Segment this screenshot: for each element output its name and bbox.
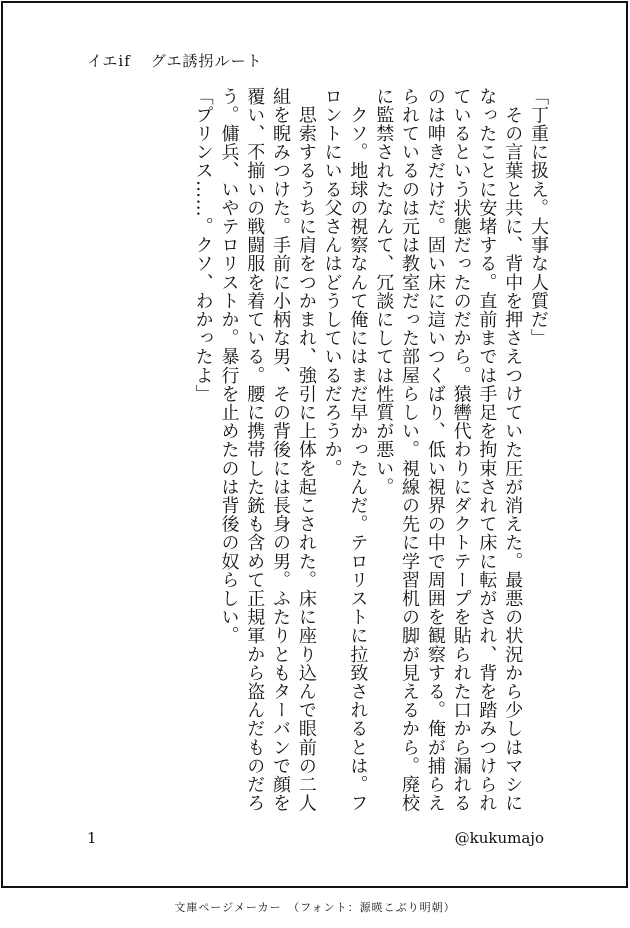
running-header	[87, 50, 262, 71]
paragraph: 「プリンス……。クソ、わかったよ」	[192, 87, 214, 404]
paragraph: クソ。地球の視察なんて俺にはまだ早かったんだ。テロリストに拉致されるとは。フロントにいる父さんはどうしているだろうか。	[321, 87, 369, 813]
author-handle: @kukumajo	[454, 829, 544, 847]
vertical-body-text	[83, 87, 551, 829]
page-number: 1	[87, 829, 97, 847]
paragraph: 「丁重に扱え。大事な人質だ」	[528, 87, 549, 348]
generator-caption: 文庫ページメーカー （フォント：源暎こぶり明朝）	[174, 901, 456, 914]
chapter-title: グエ誘拐ルート	[150, 52, 263, 70]
series-title: イエif	[87, 52, 131, 70]
paragraph: 思索するうちに肩をつかまれ、強引に上体を起こされた。床に座り込んで眼前の二人組を睨みつけた。手前に小柄な男、その背後には長身の男。ふたりともターバンで顔を覆い、不揃いの戦闘服を着ている。腰に携帯した銃も含めて正規軍から盗んだものだろう。傭兵、いやテロリストか。暴行を止めたのは背後の奴らしい。	[218, 87, 317, 813]
page-frame	[1, 1, 628, 888]
paragraph: その言葉と共に、背中を押さえつけていた圧が消えた。最悪の状況から少しはマシになったことに安堵する。直前までは手足を拘束されて床に転がされ、背を踏みつけられているという状態だったのだから。猿轡代わりにダクトテープを貼られた口から漏れるのは呻きだけだ。固い床に這いつくばり、低い視界の中で周囲を観察する。俺が捕らえられているのは元は教室だった部屋らしい。視線の先に学習机の脚が見えるから。廃校に監禁されたなんて、冗談にしては性質が悪い。	[373, 87, 524, 813]
